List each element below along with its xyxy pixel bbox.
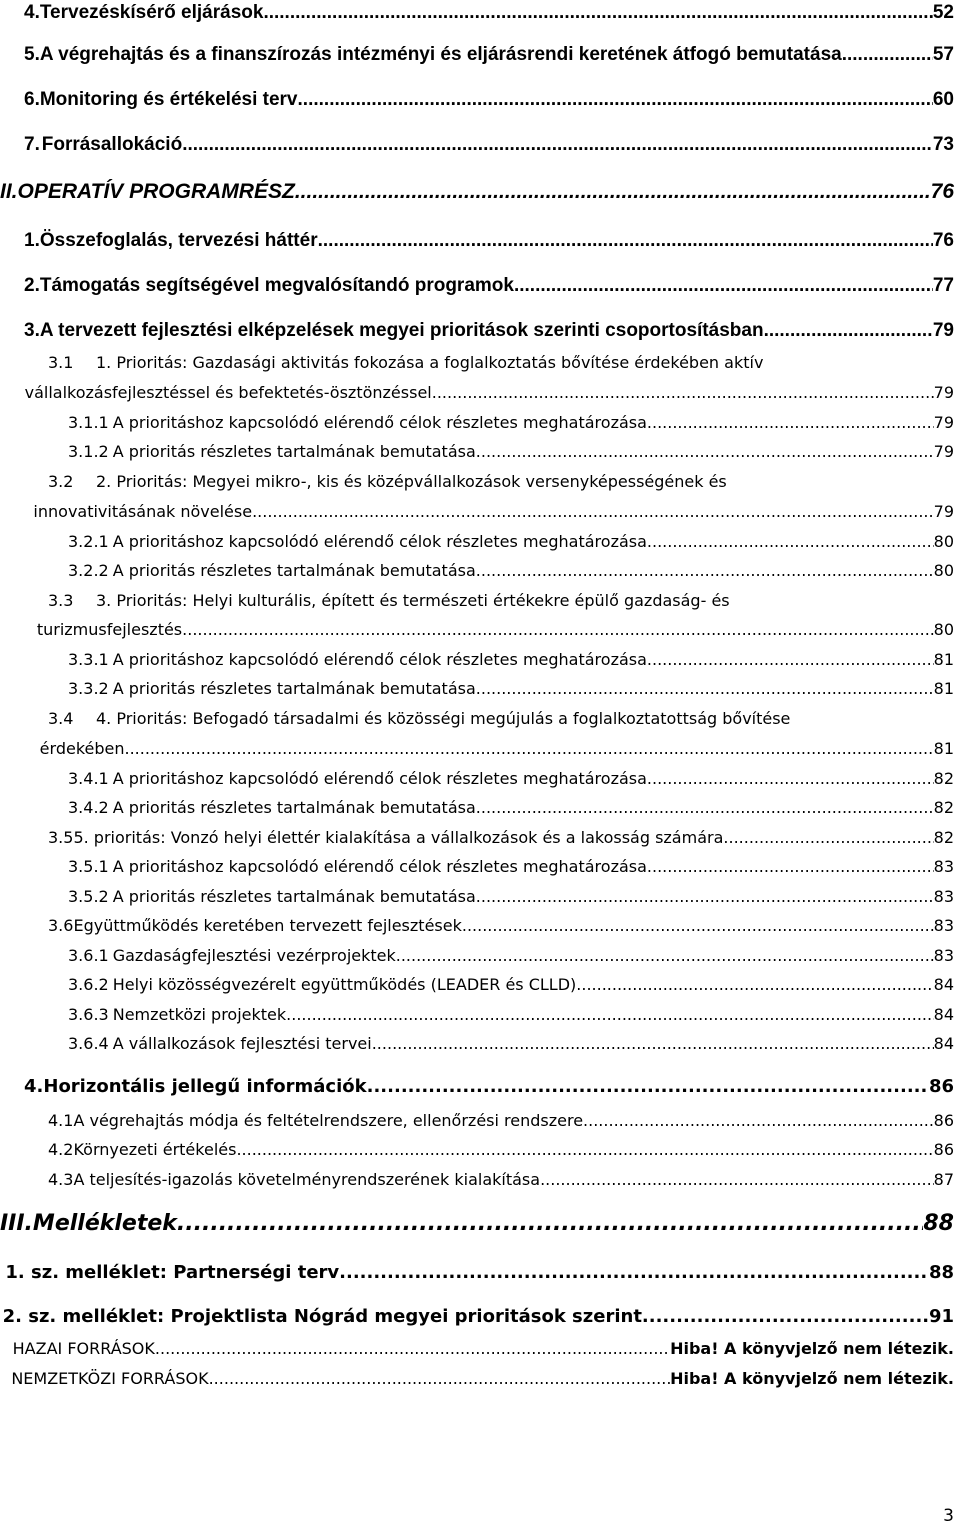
- toc-leader: [263, 2, 932, 24]
- toc-leader: [396, 946, 934, 965]
- toc-entry-number: 1.: [24, 230, 40, 251]
- toc-entry-number: III.: [0, 1211, 33, 1236]
- toc-leader: [764, 320, 933, 342]
- toc-entry-number: 3.3.1: [68, 650, 109, 669]
- toc-entry[interactable]: [0, 620, 960, 639]
- toc-entry-title-line2: turizmusfejlesztés: [36, 620, 183, 639]
- toc-leader: [476, 798, 934, 817]
- toc-entry[interactable]: [0, 561, 960, 580]
- toc-entry[interactable]: [0, 442, 960, 461]
- toc-leader: [723, 828, 933, 847]
- toc-entry-number: 3.2.2: [68, 561, 109, 580]
- toc-entry-page: 76: [930, 180, 954, 203]
- toc-entry-page: 82: [933, 769, 954, 788]
- toc-entry-page: 83: [933, 887, 954, 906]
- toc-entry[interactable]: [0, 1111, 960, 1130]
- toc-entry-page: 91: [928, 1306, 954, 1327]
- toc-entry-title: A prioritás részletes tartalmának bemutatása: [112, 798, 476, 817]
- toc-entry-title: A prioritás részletes tartalmának bemutatása: [112, 561, 476, 580]
- toc-entry[interactable]: [0, 887, 960, 906]
- toc-entry-title: A tervezett fejlesztési elképzelések megyei prioritások szerinti csoportosításban: [39, 320, 764, 341]
- toc-entry-page: 52: [932, 2, 954, 23]
- toc-entry-number: 4.: [24, 1076, 44, 1097]
- toc-entry[interactable]: [0, 1170, 960, 1189]
- toc-entry[interactable]: [0, 975, 960, 994]
- toc-leader: [295, 180, 931, 204]
- toc-leader: [125, 739, 934, 758]
- toc-entry-number: 3.6.4: [68, 1034, 109, 1053]
- toc-leader: [647, 857, 934, 876]
- page-number: 3: [943, 1506, 954, 1526]
- toc-entry[interactable]: [0, 44, 960, 66]
- toc-leader: [367, 1076, 929, 1097]
- toc-entry-title: A prioritáshoz kapcsolódó elérendő célok részletes meghatározása: [112, 769, 647, 788]
- toc-entry-number: 3.6.1: [68, 946, 109, 965]
- toc-leader: [476, 561, 934, 580]
- toc-entry-number: 4.: [24, 2, 40, 23]
- toc-entry-number: 3.3.2: [68, 679, 109, 698]
- toc-entry-page: 83: [933, 857, 954, 876]
- toc-entry-page: 84: [933, 975, 954, 994]
- toc-entry-page: 83: [933, 946, 954, 965]
- toc-entry-title: Horizontális jellegű információk: [43, 1076, 367, 1097]
- toc-entry-page: 73: [932, 134, 954, 155]
- toc-entry-page: 82: [933, 798, 954, 817]
- toc-leader: [432, 383, 934, 402]
- toc-entry-page: 84: [933, 1034, 954, 1053]
- toc-leader: [647, 413, 934, 432]
- toc-entry-title: 1. sz. melléklet: Partnerségi terv: [5, 1262, 340, 1283]
- toc-entry[interactable]: [0, 739, 960, 758]
- toc-entry[interactable]: [0, 1211, 960, 1236]
- toc-entry-number: 3.1.2: [68, 442, 109, 461]
- toc-entry-title: A prioritás részletes tartalmának bemutatása: [112, 442, 476, 461]
- toc-entry[interactable]: [0, 532, 960, 551]
- toc-entry-number: 3.4.2: [68, 798, 109, 817]
- toc-entry[interactable]: [0, 1306, 960, 1327]
- toc-entry[interactable]: [0, 1339, 960, 1358]
- toc-entry-number: 3.2: [48, 472, 74, 491]
- toc-entry[interactable]: [0, 1005, 960, 1024]
- toc-entry-page: 81: [933, 679, 954, 698]
- toc-entry-number: 3.4.1: [68, 769, 109, 788]
- toc-entry[interactable]: [0, 798, 960, 817]
- toc-entry[interactable]: [0, 1262, 960, 1283]
- toc-entry-title: Nemzetközi projektek: [112, 1005, 287, 1024]
- toc-entry-number: 3.6: [48, 916, 74, 935]
- toc-entry-title: Támogatás segítségével megvalósítandó programok: [39, 275, 514, 296]
- toc-entry-page: 79: [932, 320, 954, 341]
- toc-entry-page: 80: [933, 561, 954, 580]
- toc-entry[interactable]: [0, 89, 960, 111]
- toc-entry[interactable]: [0, 134, 960, 156]
- toc-entry-number: 3.5.2: [68, 887, 109, 906]
- toc-leader: [236, 1140, 933, 1159]
- toc-entry-title: Összefoglalás, tervezési háttér: [39, 230, 318, 251]
- toc-entry-page: 84: [933, 1005, 954, 1024]
- toc-entry-number: 5.: [24, 44, 40, 65]
- toc-entry-title: Monitoring és értékelési terv: [39, 89, 298, 110]
- toc-entry[interactable]: [0, 946, 960, 965]
- toc-entry[interactable]: [0, 502, 960, 521]
- toc-entry-title: 5. prioritás: Vonzó helyi élettér kialakítása a vállalkozások és a lakosság számára: [73, 828, 724, 847]
- toc-entry-title: A prioritáshoz kapcsolódó elérendő célok részletes meghatározása: [112, 857, 647, 876]
- toc-entry-title: Helyi közösségvezérelt együttműködés (LEADER és CLLD): [112, 975, 577, 994]
- toc-entry-page: 83: [933, 916, 954, 935]
- toc-leader: [462, 916, 934, 935]
- toc-entry-page: 79: [933, 442, 954, 461]
- toc-entry-title: HAZAI FORRÁSOK: [12, 1339, 155, 1358]
- toc-entry-number: 3.5.1: [68, 857, 109, 876]
- toc-leader: [576, 975, 933, 994]
- toc-entry[interactable]: [0, 828, 960, 847]
- toc-leader: [252, 502, 934, 521]
- toc-entry-page: 88: [928, 1262, 954, 1283]
- toc-entry-title: A teljesítés-igazolás követelményrendszerének kialakítása: [73, 1170, 541, 1189]
- toc-leader: [476, 442, 934, 461]
- toc-entry-title: A prioritáshoz kapcsolódó elérendő célok részletes meghatározása: [112, 650, 647, 669]
- toc-entry-page: 60: [932, 89, 954, 110]
- toc-entry-title-line1[interactable]: 1. Prioritás: Gazdasági aktivitás fokozása a foglalkoztatás bővítése érdekében aktív: [96, 353, 764, 372]
- toc-entry-title: A prioritás részletes tartalmának bemutatása: [112, 887, 476, 906]
- toc-entry-title: OPERATÍV PROGRAMRÉSZ: [17, 180, 295, 203]
- toc-entry-page: 81: [933, 739, 954, 758]
- toc-entry-title: A prioritáshoz kapcsolódó elérendő célok részletes meghatározása: [112, 413, 647, 432]
- toc-entry-number: II.: [0, 180, 18, 203]
- toc-entry-error: Hiba! A könyvjelző nem létezik.: [670, 1339, 954, 1358]
- toc-leader: [155, 1339, 670, 1358]
- toc-entry-title-line2: vállalkozásfejlesztéssel és befektetés-ösztönzéssel: [24, 383, 432, 402]
- toc-entry-page: 57: [932, 44, 954, 65]
- toc-entry[interactable]: [0, 1369, 960, 1388]
- toc-entry-error: Hiba! A könyvjelző nem létezik.: [670, 1369, 954, 1388]
- toc-entry-page: 80: [933, 532, 954, 551]
- toc-leader: [647, 532, 934, 551]
- toc-entry[interactable]: [0, 857, 960, 876]
- toc-entry-number: 4.1: [48, 1111, 74, 1130]
- toc-entry-page: 88: [923, 1211, 954, 1236]
- toc-entry-number: 4.3: [48, 1170, 74, 1189]
- toc-entry-title-line2: érdekében: [39, 739, 125, 758]
- toc-entry-title-line1[interactable]: 4. Prioritás: Befogadó társadalmi és közösségi megújulás a foglalkoztatottság bővítése: [96, 709, 791, 728]
- toc-entry[interactable]: [0, 275, 960, 297]
- toc-entry-title: A végrehajtás és a finanszírozás intézményi és eljárásrendi keretének átfogó bemutatása: [39, 44, 842, 65]
- toc-entry-title: Mellékletek: [32, 1211, 177, 1236]
- toc-leader: [182, 620, 934, 639]
- toc-entry-number: 3.: [24, 320, 40, 341]
- toc-entry-number: 3.3: [48, 591, 74, 610]
- toc-leader: [842, 44, 933, 66]
- toc-entry-page: 79: [933, 502, 954, 521]
- toc-entry-number: 6.: [24, 89, 40, 110]
- toc-leader: [318, 230, 933, 252]
- toc-entry[interactable]: [0, 650, 960, 669]
- toc-entry[interactable]: [0, 230, 960, 252]
- toc-entry-title: Gazdaságfejlesztési vezérprojektek: [112, 946, 396, 965]
- toc-leader: [647, 769, 934, 788]
- toc-entry-page: 86: [928, 1076, 954, 1097]
- toc-entry-title: Együttműködés keretében tervezett fejlesztések: [73, 916, 462, 935]
- toc-entry-page: 80: [933, 620, 954, 639]
- toc-entry-page: 76: [932, 230, 954, 251]
- toc-leader: [286, 1005, 933, 1024]
- toc-entry-number: 3.1: [48, 353, 74, 372]
- toc-entry-page: 82: [933, 828, 954, 847]
- toc-entry[interactable]: [0, 1140, 960, 1159]
- toc-entry-title-line1[interactable]: 3. Prioritás: Helyi kulturális, épített és természeti értékekre épülő gazdaság- és: [96, 591, 730, 610]
- toc-entry[interactable]: [0, 413, 960, 432]
- toc-entry[interactable]: [0, 1076, 960, 1097]
- toc-entry[interactable]: [0, 679, 960, 698]
- toc-leader: [209, 1369, 670, 1388]
- toc-leader: [298, 89, 933, 111]
- toc-entry-number: 4.2: [48, 1140, 74, 1159]
- toc-entry-number: 3.1.1: [68, 413, 109, 432]
- toc-entry-page: 77: [932, 275, 954, 296]
- toc-entry-page: 87: [933, 1170, 954, 1189]
- toc-entry-number: 3.5: [48, 828, 74, 847]
- toc-entry-title: A vállalkozások fejlesztési tervei: [112, 1034, 372, 1053]
- toc-entry-number: 7.: [24, 134, 40, 155]
- toc-leader: [642, 1306, 929, 1327]
- toc-entry[interactable]: [0, 1034, 960, 1053]
- toc-entry-title: A prioritáshoz kapcsolódó elérendő célok részletes meghatározása: [112, 532, 647, 551]
- toc-entry[interactable]: [0, 320, 960, 342]
- toc-leader: [583, 1111, 934, 1130]
- toc-entry-page: 86: [933, 1140, 954, 1159]
- toc-entry-number: 3.2.1: [68, 532, 109, 551]
- toc-leader: [476, 887, 934, 906]
- toc-leader: [540, 1170, 934, 1189]
- toc-entry-title: A végrehajtás módja és feltételrendszere, ellenőrzési rendszere: [73, 1111, 584, 1130]
- toc-entry-number: 2.: [24, 275, 40, 296]
- toc-leader: [177, 1211, 923, 1236]
- toc-entry-title: Környezeti értékelés: [73, 1140, 237, 1159]
- toc-entry-title: Tervezéskísérő eljárások: [39, 2, 264, 23]
- toc-leader: [647, 650, 934, 669]
- toc-entry[interactable]: [0, 2, 960, 24]
- toc-entry[interactable]: [0, 916, 960, 935]
- toc-entry-title: 2. sz. melléklet: Projektlista Nógrád megyei prioritások szerint: [2, 1306, 642, 1327]
- toc-leader: [339, 1262, 929, 1283]
- toc-entry[interactable]: [0, 769, 960, 788]
- toc-entry-number: 3.4: [48, 709, 74, 728]
- toc-entry-title: NEMZETKÖZI FORRÁSOK: [11, 1369, 209, 1388]
- toc-leader: [372, 1034, 934, 1053]
- toc-entry-title: Forrásallokáció: [41, 134, 183, 155]
- toc-entry-page: 79: [933, 383, 954, 402]
- toc-entry-number: 3.6.2: [68, 975, 109, 994]
- toc-entry[interactable]: [0, 383, 960, 402]
- toc-entry-title: A prioritás részletes tartalmának bemutatása: [112, 679, 476, 698]
- toc-entry-title-line1[interactable]: 2. Prioritás: Megyei mikro-, kis és középvállalkozások versenyképességének és: [96, 472, 727, 491]
- toc-entry-page: 79: [933, 413, 954, 432]
- toc-leader: [182, 134, 933, 156]
- toc-leader: [514, 275, 933, 297]
- toc-entry-page: 86: [933, 1111, 954, 1130]
- toc-entry-page: 81: [933, 650, 954, 669]
- toc-entry[interactable]: [0, 180, 960, 204]
- toc-entry-title-line2: innovativitásának növelése: [33, 502, 253, 521]
- toc-entry-number: 3.6.3: [68, 1005, 109, 1024]
- toc-leader: [476, 679, 934, 698]
